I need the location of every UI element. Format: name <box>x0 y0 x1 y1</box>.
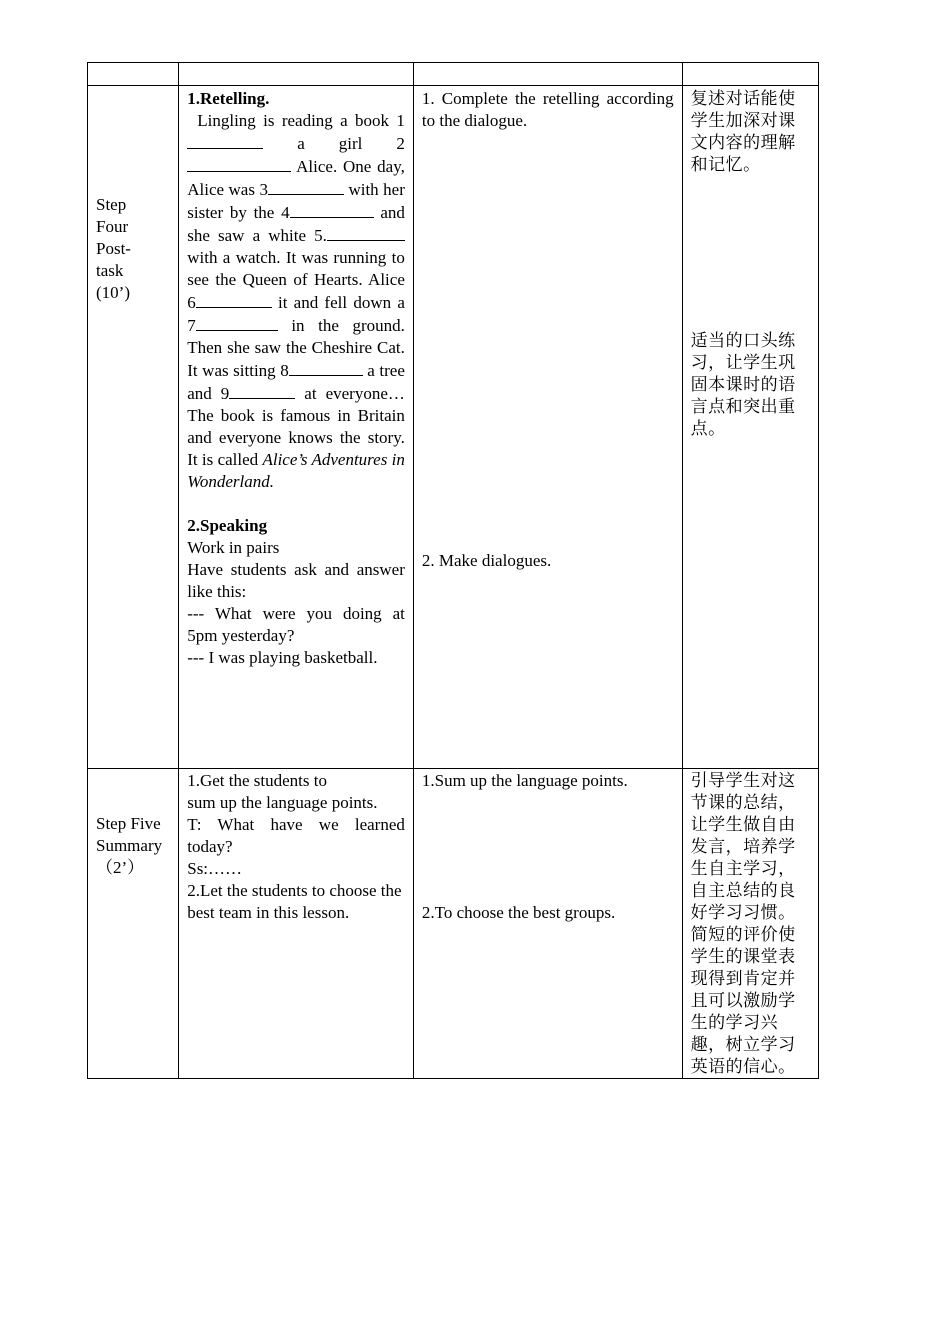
empty-cell <box>413 63 682 86</box>
purpose-text: 引导学生对这节课的总结，让学生做自由发言，培养学生自主学习，自主总结的良好学习习惯。简短的评价使学生的课堂表现得到肯定并且可以激励学生的学习兴趣，树立学习英语的信心。 <box>690 771 796 1077</box>
teacher-line: 1.Get the students to <box>187 771 327 790</box>
student-activity-cell <box>413 769 682 1079</box>
purpose-cell <box>682 86 818 769</box>
retelling-title: 1.Retelling. <box>187 89 270 108</box>
teacher-activity-cell <box>179 86 414 769</box>
student-activity-2: 2. Make dialogues. <box>421 551 552 570</box>
teacher-line: sum up the language points. <box>187 793 378 812</box>
teacher-activity-cell <box>179 769 414 1079</box>
purpose-text-2: 适当的口头练习，让学生巩固本课时的语言点和突出重点。 <box>690 331 796 439</box>
purpose-text-1: 复述对话能使学生加深对课文内容的理解和记忆。 <box>690 89 796 175</box>
step-label: Step Five Summary （2’） <box>88 769 179 1079</box>
student-activity-2: 2.To choose the best groups. <box>421 903 616 922</box>
purpose-cell <box>682 769 818 1079</box>
teacher-line: T: What have we learned today? <box>187 815 405 856</box>
step-label: Step Four Post- task (10’) <box>88 86 179 769</box>
book-title: Alice’s Adventures in Wonderland. <box>187 450 405 491</box>
student-activity-1: 1.Sum up the language points. <box>421 771 628 790</box>
speaking-line: Work in pairs <box>187 538 280 557</box>
teacher-line: 2.Let the students to choose the best team in this lesson. <box>187 881 402 922</box>
student-activity-cell <box>413 86 682 769</box>
teacher-line: Ss:…… <box>187 859 243 878</box>
table-row-step-five <box>88 769 819 1079</box>
student-activity-1: 1. Complete the retelling according to the dialogue. <box>421 89 674 130</box>
speaking-title: 2.Speaking <box>187 516 268 535</box>
speaking-line: Have students ask and answer like this: <box>187 560 405 601</box>
lesson-plan-table <box>87 62 819 1079</box>
table-header-row <box>88 63 819 86</box>
speaking-line: --- I was playing basketball. <box>187 648 378 667</box>
retelling-text: Lingling is reading a book 1 a girl 2 Alice. One day, Alice was 3 with her sister by the 4 and she saw a white 5.with a watch. It was running to see the Queen of Hearts. Alice 6 it and fell down a 7 in the ground. Then she saw the Cheshire Cat. It was sitting 8 a tree and 9 at everyone… The book is famous in Britain and everyone knows the story. It is called Alice’s Adventures in Wonderland. <box>187 111 405 491</box>
empty-cell <box>179 63 414 86</box>
speaking-line: --- What were you doing at 5pm yesterday? <box>187 604 405 645</box>
empty-cell <box>682 63 818 86</box>
table-row-step-four <box>88 86 819 769</box>
empty-cell <box>88 63 179 86</box>
